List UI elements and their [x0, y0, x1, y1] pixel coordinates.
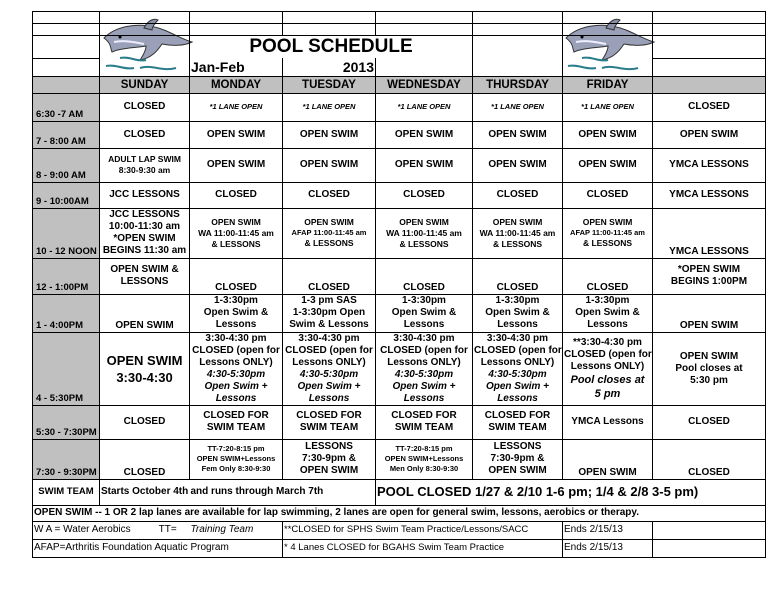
schedule-cell: CLOSED [190, 182, 283, 208]
year-label: 2013 [283, 58, 376, 76]
schedule-cell: OPEN SWIM [473, 148, 563, 182]
schedule-cell: OPEN SWIM [283, 148, 376, 182]
schedule-cell: YMCA LESSONS [653, 148, 766, 182]
schedule-cell: CLOSED [473, 258, 563, 294]
schedule-cell: CLOSED [473, 182, 563, 208]
schedule-cell: OPEN SWIM AFAP 11:00-11:45 am & LESSONS [563, 208, 653, 258]
time-cell: 5:30 - 7:30PM [33, 405, 100, 439]
schedule-cell: OPEN SWIM [376, 148, 473, 182]
time-cell: 9 - 10:00AM [33, 182, 100, 208]
pool-schedule-sheet [32, 11, 765, 558]
schedule-cell: YMCA LESSONS [653, 208, 766, 258]
schedule-cell: 1-3:30pm Open Swim & Lessons [563, 294, 653, 332]
schedule-cell: **3:30-4:30 pm CLOSED (open for Lessons ONLY) Pool closes at 5 pm [563, 332, 653, 405]
day-header-monday: MONDAY [190, 76, 283, 93]
ends-date-1: Ends 2/15/13 [563, 521, 653, 539]
table-row [33, 294, 766, 332]
page-title: POOL SCHEDULE [190, 36, 473, 59]
schedule-cell: TT-7:20-8:15 pm OPEN SWIM+Lessons Men Only 8:30-9:30 [376, 439, 473, 479]
schedule-cell: CLOSED [100, 405, 190, 439]
table-row [33, 121, 766, 148]
schedule-cell: OPEN SWIM [563, 121, 653, 148]
schedule-cell: CLOSED FOR SWIM TEAM [283, 405, 376, 439]
schedule-cell: CLOSED [190, 258, 283, 294]
time-cell: 10 - 12 NOON [33, 208, 100, 258]
schedule-cell: CLOSED [653, 405, 766, 439]
time-cell: 7:30 - 9:30PM [33, 439, 100, 479]
time-cell: 1 - 4:00PM [33, 294, 100, 332]
schedule-cell: CLOSED [100, 439, 190, 479]
lanes-closed-note: * 4 Lanes CLOSED for BGAHS Swim Team Practice [283, 539, 563, 557]
table-row [33, 405, 766, 439]
schedule-cell: LESSONS 7:30-9pm & OPEN SWIM [283, 439, 376, 479]
schedule-cell: 3:30-4:30 pm CLOSED (open for Lessons ONLY) 4:30-5:30pm Open Swim + Lessons [190, 332, 283, 405]
table-row [33, 93, 766, 121]
day-header-tuesday: TUESDAY [283, 76, 376, 93]
day-header-thursday: THURSDAY [473, 76, 563, 93]
schedule-cell: CLOSED [653, 439, 766, 479]
time-cell: 7 - 8:00 AM [33, 121, 100, 148]
schedule-cell: 3:30-4:30 pm CLOSED (open for Lessons ONLY) 4:30-5:30pm Open Swim + Lessons [283, 332, 376, 405]
schedule-cell: CLOSED [653, 93, 766, 121]
schedule-cell: JCC LESSONS 10:00-11:30 am *OPEN SWIM BEGINS 11:30 am [100, 208, 190, 258]
swim-team-runs: and runs through March 7th [190, 479, 376, 505]
schedule-cell: JCC LESSONS [100, 182, 190, 208]
wa-legend: W A = Water Aerobics TT= [33, 521, 190, 539]
schedule-cell: TT-7:20-8:15 pm OPEN SWIM+Lessons Fem Only 8:30-9:30 [190, 439, 283, 479]
ends-date-2: Ends 2/15/13 [563, 539, 653, 557]
schedule-cell: OPEN SWIM [376, 121, 473, 148]
schedule-table [32, 11, 766, 558]
schedule-cell: *1 LANE OPEN [473, 93, 563, 121]
schedule-cell: OPEN SWIM [653, 294, 766, 332]
schedule-cell: CLOSED [283, 258, 376, 294]
period-label: Jan-Feb [190, 58, 283, 76]
day-header-sunday: SUNDAY [100, 76, 190, 93]
schedule-cell: 1-3:30pm Open Swim & Lessons [473, 294, 563, 332]
schedule-cell: LESSONS 7:30-9pm & OPEN SWIM [473, 439, 563, 479]
schedule-cell: OPEN SWIM 3:30-4:30 [100, 332, 190, 405]
schedule-cell: YMCA LESSONS [653, 182, 766, 208]
schedule-cell: CLOSED [100, 93, 190, 121]
time-cell: 8 - 9:00 AM [33, 148, 100, 182]
schedule-cell: OPEN SWIM WA 11:00-11:45 am & LESSONS [190, 208, 283, 258]
schedule-cell: OPEN SWIM WA 11:00-11:45 am & LESSONS [473, 208, 563, 258]
table-row [33, 332, 766, 405]
schedule-cell: *OPEN SWIM BEGINS 1:00PM [653, 258, 766, 294]
table-row [33, 182, 766, 208]
schedule-cell: CLOSED [100, 121, 190, 148]
schedule-cell: CLOSED [563, 258, 653, 294]
schedule-cell: OPEN SWIM [190, 121, 283, 148]
swim-team-start: Starts October 4th [100, 479, 190, 505]
schedule-cell: OPEN SWIM [190, 148, 283, 182]
table-row [33, 148, 766, 182]
schedule-cell: *1 LANE OPEN [190, 93, 283, 121]
schedule-cell: 1-3 pm SAS 1-3:30pm Open Swim & Lessons [283, 294, 376, 332]
schedule-cell: OPEN SWIM & LESSONS [100, 258, 190, 294]
time-cell: 12 - 1:00PM [33, 258, 100, 294]
schedule-cell: OPEN SWIM [473, 121, 563, 148]
schedule-cell: ADULT LAP SWIM 8:30-9:30 am [100, 148, 190, 182]
time-cell: 4 - 5:30PM [33, 332, 100, 405]
schedule-cell: OPEN SWIM [563, 148, 653, 182]
schedule-cell: 3:30-4:30 pm CLOSED (open for Lessons ONLY) 4:30-5:30pm Open Swim + Lessons [376, 332, 473, 405]
schedule-cell: CLOSED [283, 182, 376, 208]
schedule-cell: *1 LANE OPEN [376, 93, 473, 121]
schedule-cell: CLOSED [376, 182, 473, 208]
table-row [33, 439, 766, 479]
schedule-cell: CLOSED [563, 182, 653, 208]
closed-sphs-note: **CLOSED for SPHS Swim Team Practice/Lessons/SACC [283, 521, 563, 539]
schedule-cell: OPEN SWIM [563, 439, 653, 479]
tt-legend: Training Team [190, 521, 283, 539]
schedule-cell: OPEN SWIM [100, 294, 190, 332]
open-swim-note: OPEN SWIM -- 1 OR 2 lap lanes are available for lap swimming, 2 lanes are open for general swim, lessons, aerobics or therapy. [33, 505, 766, 521]
schedule-cell: *1 LANE OPEN [563, 93, 653, 121]
table-row [33, 258, 766, 294]
schedule-cell: OPEN SWIM WA 11:00-11:45 am & LESSONS [376, 208, 473, 258]
schedule-cell: OPEN SWIM [283, 121, 376, 148]
table-row [33, 208, 766, 258]
schedule-cell: 1-3:30pm Open Swim & Lessons [190, 294, 283, 332]
schedule-cell: *1 LANE OPEN [283, 93, 376, 121]
schedule-cell: OPEN SWIM Pool closes at 5:30 pm [653, 332, 766, 405]
schedule-cell: OPEN SWIM [653, 121, 766, 148]
pool-closed-note: POOL CLOSED 1/27 & 2/10 1-6 pm; 1/4 & 2/8 3-5 pm) [376, 479, 766, 505]
day-header-friday: FRIDAY [563, 76, 653, 93]
schedule-cell: CLOSED FOR SWIM TEAM [190, 405, 283, 439]
schedule-cell: CLOSED FOR SWIM TEAM [473, 405, 563, 439]
schedule-cell: 3:30-4:30 pm CLOSED (open for Lessons ONLY) 4:30-5:30pm Open Swim + Lessons [474, 332, 562, 404]
afap-legend: AFAP=Arthritis Foundation Aquatic Program [33, 539, 283, 557]
day-header-wednesday: WEDNESDAY [376, 76, 473, 93]
swim-team-label: SWIM TEAM [33, 479, 100, 505]
schedule-cell: CLOSED FOR SWIM TEAM [376, 405, 473, 439]
schedule-cell: OPEN SWIM AFAP 11:00-11:45 am & LESSONS [283, 208, 376, 258]
schedule-cell: 1-3:30pm Open Swim & Lessons [376, 294, 473, 332]
schedule-cell: CLOSED [376, 258, 473, 294]
time-cell: 6:30 -7 AM [33, 93, 100, 121]
schedule-cell: YMCA Lessons [563, 405, 653, 439]
